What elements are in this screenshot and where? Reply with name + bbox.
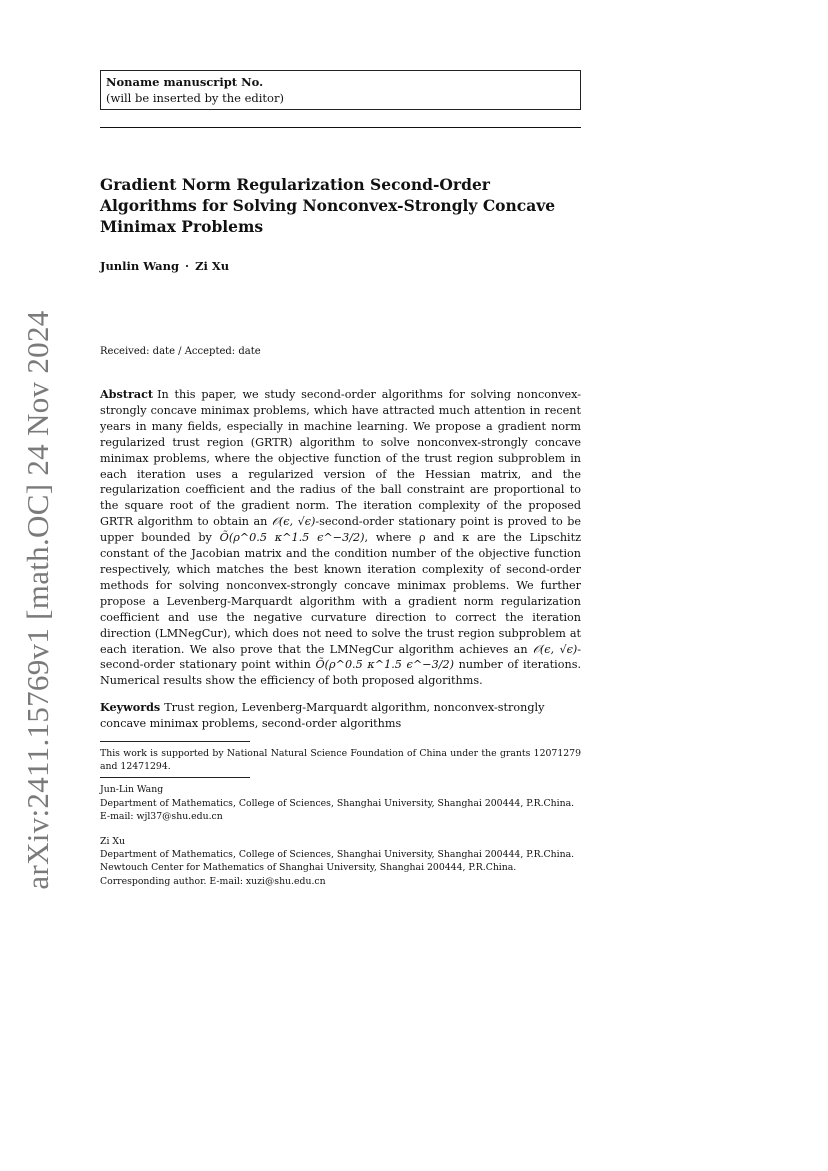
affiliation-wang <box>100 783 581 823</box>
math-expression: 𝒪(ϵ, √ϵ) <box>532 642 578 656</box>
received-date: Received: date / Accepted: date <box>100 346 261 357</box>
affiliation-name: Zi Xu <box>100 836 125 848</box>
abstract-text: -second-order stationary point within <box>100 642 581 672</box>
arxiv-stamp <box>18 310 58 890</box>
author-name: Junlin Wang <box>100 259 180 273</box>
math-expression: Õ(ρ^0.5 κ^1.5 ϵ^−3/2) <box>315 658 454 672</box>
abstract-text: In this paper, we study second-order algorithms for solving nonconvex-strongly concave minimax problems, which have attracted much attention in recent years in many fields, especially in machine learning. We propose a gradient norm regularized trust region (GRTR) algorithm to solve nonconvex-strongly concave minimax problems, where the objective function of the trust region subproblem in each iteration uses a regularized version of the Hessian matrix, and the regularization coefficient and the radius of the ball constraint are proportional to the square root of the gradient norm. The iteration complexity of the proposed GRTR algorithm to obtain an <box>100 388 581 529</box>
abstract <box>100 387 581 689</box>
paper-title: Gradient Norm Regularization Second-Order Algorithms for Solving Nonconvex-Strongly Concave Minimax Problems <box>100 175 556 236</box>
author-name: Zi Xu <box>195 259 230 273</box>
footnote-rule <box>100 741 250 742</box>
arxiv-stamp-text: arXiv:2411.15769v1 [math.OC] 24 Nov 2024 <box>20 310 55 890</box>
footnotes <box>100 747 581 888</box>
keywords-label: Keywords <box>100 700 161 715</box>
author-separator: · <box>185 259 190 273</box>
footnote-rule <box>100 777 250 778</box>
abstract-label: Abstract <box>100 387 154 401</box>
affiliation-xu <box>100 835 581 888</box>
manuscript-box <box>100 70 581 110</box>
math-expression: Õ(ρ^0.5 κ^1.5 ϵ^−3/2) <box>219 531 365 545</box>
affiliation-email: Corresponding author. E-mail: xuzi@shu.edu.cn <box>100 875 326 887</box>
abstract-text: number of iterations. Numerical results show the efficiency of both proposed algorithms. <box>100 658 581 688</box>
manuscript-editor-note: (will be inserted by the editor) <box>106 91 284 105</box>
keywords-text: Trust region, Levenberg-Marquardt algorithm, nonconvex-strongly concave minimax problems, second-order algorithms <box>100 701 545 731</box>
keywords <box>100 700 581 732</box>
affiliation-name: Jun-Lin Wang <box>100 784 164 796</box>
author-list <box>100 259 581 273</box>
affiliation-dept: Department of Mathematics, College of Sciences, Shanghai University, Shanghai 200444, P.R.China. <box>100 797 575 809</box>
abstract-text: , where ρ and κ are the Lipschitz constant of the Jacobian matrix and the condition number of the objective function respectively, which matches the best known iteration complexity of second-order methods for solving nonconvex-strongly concave minimax problems. We further propose a Levenberg-Marquardt algorithm with a gradient norm regularization coefficient and use the negative curvature direction to correct the iteration direction (LMNegCur), which does not need to solve the trust region subproblem at each iteration. We also prove that the LMNegCur algorithm achieves an <box>100 531 581 656</box>
paper-page <box>100 70 581 888</box>
math-expression: 𝒪(ϵ, √ϵ) <box>271 515 316 529</box>
funding-note: This work is supported by National Natural Science Foundation of China under the grants 12071279 and 12471294. <box>100 748 581 773</box>
affiliation-dept: Department of Mathematics, College of Sciences, Shanghai University, Shanghai 200444, P.R.China. <box>100 849 575 861</box>
header-rule <box>100 127 581 128</box>
abstract-text: -second-order stationary point is proved to be upper bounded by <box>100 515 581 545</box>
manuscript-number: Noname manuscript No. <box>106 75 264 89</box>
affiliation-center: Newtouch Center for Mathematics of Shanghai University, Shanghai 200444, P.R.China. <box>100 862 517 874</box>
affiliation-email: E-mail: wjl37@shu.edu.cn <box>100 810 223 822</box>
